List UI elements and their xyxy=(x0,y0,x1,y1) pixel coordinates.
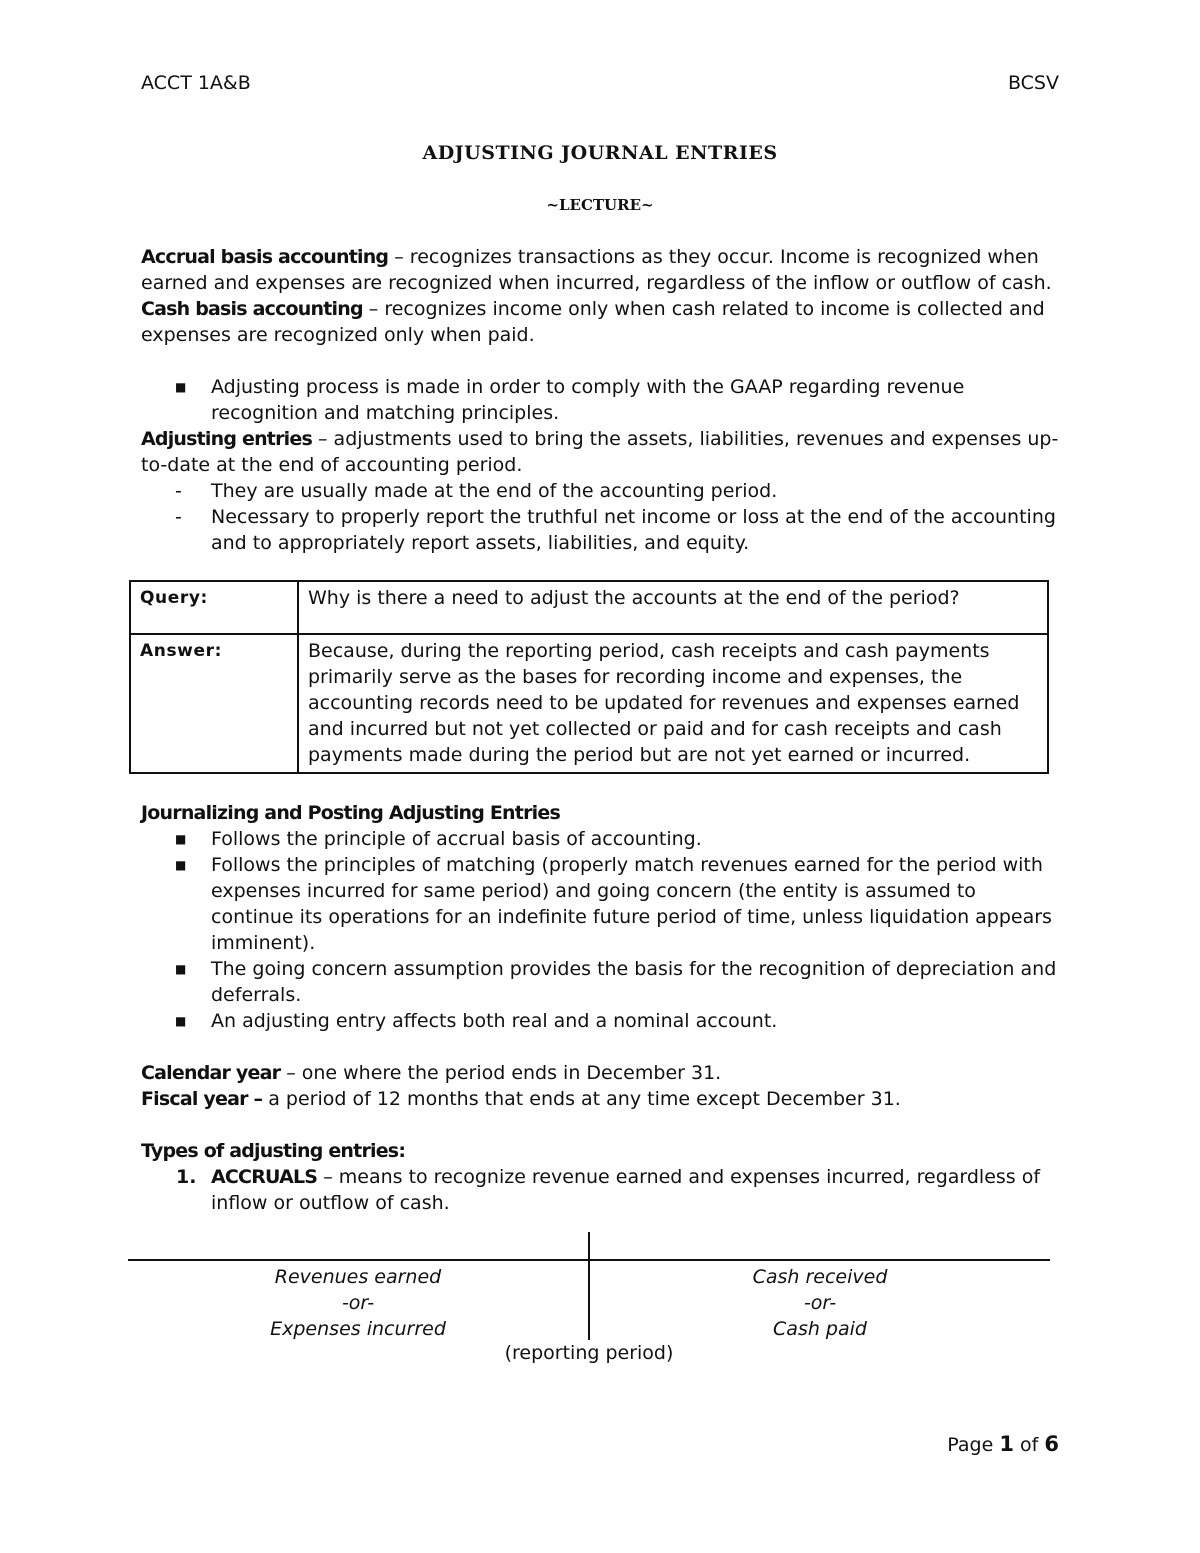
journalizing-list xyxy=(141,826,1061,1034)
query-text: Why is there a need to adjust the accounts at the end of the period? xyxy=(298,581,1048,634)
cash-text: – recognizes income only when cash related to income is collected and expenses are recognized only when paid. xyxy=(141,298,1045,346)
list-item: ■ The going concern assumption provides the basis for the recognition of depreciation and deferrals. xyxy=(175,958,1057,1006)
accrual-text: – recognizes transactions as they occur. Income is recognized when earned and expenses are recognized when incurred, regardless of the inflow or outflow of cash. xyxy=(141,246,1052,294)
calendar-year-term: Calendar year xyxy=(141,1062,281,1084)
fiscal-year-definition: Fiscal year – a period of 12 months that ends at any time except December 31. xyxy=(141,1088,901,1110)
query-answer-table xyxy=(129,580,1049,774)
list-item: ■ Follows the principle of accrual basis of accounting. xyxy=(175,828,702,850)
list-item: ■ Follows the principles of matching (properly match revenues earned for the period with expenses incurred for same period) and going concern (the entity is assumed to continue its operations for an indefinite future period of time, unless liquidation appears imminent). xyxy=(175,854,1052,954)
types-heading: Types of adjusting entries: xyxy=(141,1140,406,1162)
accrual-term: Accrual basis accounting xyxy=(141,246,389,268)
query-row xyxy=(130,581,1048,634)
list-item: ■ Adjusting process is made in order to comply with the GAAP regarding revenue recognition and matching principles. xyxy=(175,376,965,424)
list-item: - Necessary to properly report the truthful net income or loss at the end of the accounting and to appropriately report assets, liabilities, and equity. xyxy=(175,506,1056,554)
dash-bullet-icon: - xyxy=(175,506,182,528)
list-item: 1. ACCRUALS – means to recognize revenue earned and expenses incurred, regardless of inflow or outflow of cash. xyxy=(176,1166,1041,1214)
answer-row xyxy=(130,634,1048,773)
adjusting-entries-definition xyxy=(141,426,1061,478)
fiscal-year-term: Fiscal year – xyxy=(141,1088,263,1110)
square-bullet-icon: ■ xyxy=(175,962,187,976)
square-bullet-icon: ■ xyxy=(175,1014,187,1028)
timeline-left-labels: Revenues earned -or- Expenses incurred xyxy=(270,1266,446,1340)
square-bullet-icon: ■ xyxy=(175,380,187,394)
journalizing-heading: Journalizing and Posting Adjusting Entries xyxy=(141,802,560,824)
process-list xyxy=(141,374,1061,426)
square-bullet-icon: ■ xyxy=(175,858,187,872)
query-label: Query: xyxy=(130,581,298,634)
page-header xyxy=(141,72,1059,94)
dash-list xyxy=(141,478,1061,556)
dash-bullet-icon: - xyxy=(175,480,182,502)
accruals-timeline-diagram xyxy=(128,1232,1050,1372)
adjusting-entries-term: Adjusting entries xyxy=(141,428,312,450)
document-subtitle: ~LECTURE~ xyxy=(546,196,654,214)
square-bullet-icon: ■ xyxy=(175,832,187,846)
item-number: 1. xyxy=(176,1166,197,1188)
section-code: BCSV xyxy=(1007,72,1059,94)
list-item: - They are usually made at the end of the accounting period. xyxy=(175,480,778,502)
cash-definition xyxy=(141,296,1061,348)
period-end-marker xyxy=(588,1232,590,1340)
adjusting-entries-text: – adjustments used to bring the assets, liabilities, revenues and expenses up-to-date at the end of accounting period. xyxy=(141,428,1059,476)
document-title: ADJUSTING JOURNAL ENTRIES xyxy=(422,142,778,164)
accruals-term: ACCRUALS xyxy=(211,1166,318,1188)
types-list xyxy=(141,1164,1061,1216)
course-code: ACCT 1A&B xyxy=(141,72,251,94)
calendar-year-definition: Calendar year – one where the period ends in December 31. xyxy=(141,1062,722,1084)
document-body xyxy=(141,244,1061,1216)
answer-text: Because, during the reporting period, cash receipts and cash payments primarily serve as the bases for recording income and expenses, the accounting records need to be updated for revenues and expenses earned and incurred but not yet collected or paid and for cash receipts and cash payments made during the period but are not yet earned or incurred. xyxy=(298,634,1048,773)
page-number: Page 1 of 6 xyxy=(947,1432,1059,1456)
answer-label: Answer: xyxy=(130,634,298,773)
timeline-right-labels: Cash received -or- Cash paid xyxy=(752,1266,888,1340)
reporting-period-label: (reporting period) xyxy=(504,1342,674,1364)
accrual-definition xyxy=(141,244,1061,296)
cash-term: Cash basis accounting xyxy=(141,298,363,320)
list-item: ■ An adjusting entry affects both real and a nominal account. xyxy=(175,1010,778,1032)
